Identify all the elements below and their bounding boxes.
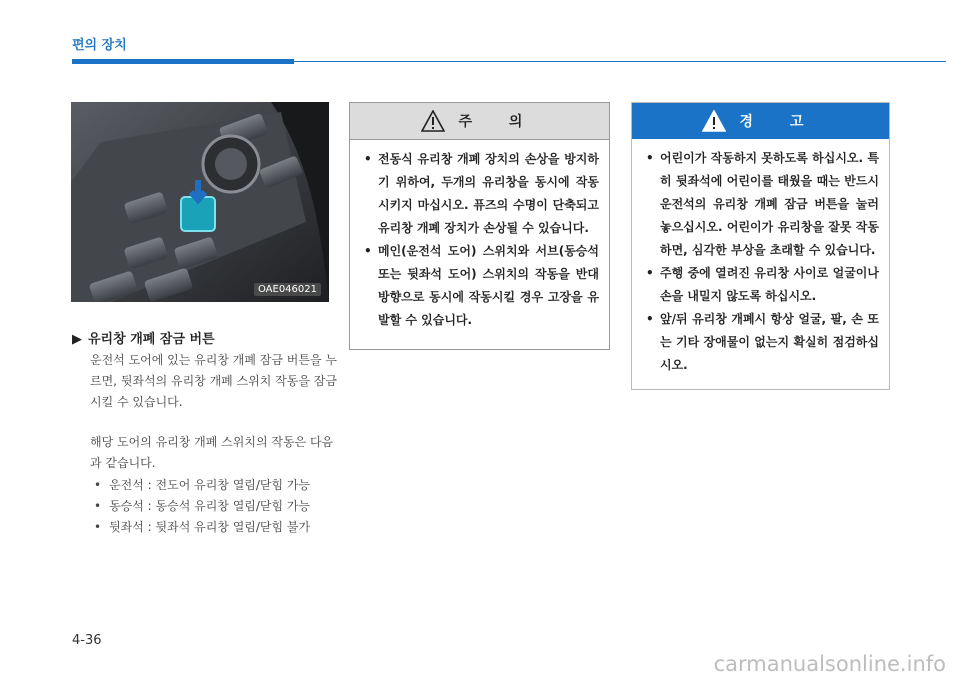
warning-triangle-icon [702, 110, 726, 132]
list-item: • 메인(운전석 도어) 스위치와 서브(동승석 또는 뒷좌석 도어) 스위치의 작동을 반대방향으로 동시에 작동시킬 경우 고장을 유발할 수 있습니다. [364, 240, 599, 332]
list-item: • 전동식 유리창 개폐 장치의 손상을 방지하기 위하여, 두개의 유리창을 동시에 작동시키지 마십시오. 퓨즈의 수명이 단축되고 유리창 개폐 장치가 손상될 수 있습니다. [364, 148, 599, 240]
warning-header [632, 103, 889, 139]
list-item: • 어린이가 작동하지 못하도록 하십시오. 특히 뒷좌석에 어린이를 태웠을 때는 반드시 운전석의 유리창 개폐 잠금 버튼을 눌러 놓으십시오. 어린이가 유리창을 잘못 작동하면, 심각한 부상을 초래할 수 있습니다. [646, 147, 879, 262]
section-title [72, 328, 215, 347]
intro-paragraph: 운전석 도어에 있는 유리창 개폐 잠금 버튼을 누르면, 뒷좌석의 유리창 개폐 스위치 작동을 잠금 시킬 수 있습니다. [90, 353, 337, 409]
list-item: • 운전석 : 전도어 유리창 열림/닫힘 가능 [94, 475, 310, 496]
door-switch-photo [71, 102, 329, 302]
list-item: • 앞/뒤 유리창 개폐시 항상 얼굴, 팔, 손 또는 기타 장애물이 없는지 확실히 점검하십시오. [646, 308, 879, 377]
figure-code-tag: OAE046021 [254, 283, 321, 296]
list-item: • 뒷좌석 : 뒷좌석 유리창 열림/닫힘 불가 [94, 517, 310, 538]
list-item: • 동승석 : 동승석 유리창 열림/닫힘 가능 [94, 496, 310, 517]
caution-header [350, 103, 609, 140]
switch-behavior-list [94, 475, 310, 538]
warning-box [631, 102, 890, 390]
warning-list [632, 139, 889, 377]
warning-triangle-icon [421, 110, 445, 132]
behavior-paragraph: 해당 도어의 유리창 개폐 스위치의 작동은 다음과 같습니다. [90, 435, 334, 470]
door-panel-illustration [71, 102, 329, 302]
warning-title: 경 고 [739, 114, 820, 130]
watermark-text: carmanualsonline.info [713, 652, 946, 676]
header-accent-bar [72, 59, 294, 64]
caution-title: 주 의 [458, 114, 539, 130]
header-divider-line [294, 61, 946, 62]
section-header-title: 편의 장치 [72, 38, 127, 53]
triangle-bullet-icon: ▶ [72, 332, 82, 347]
caution-box [349, 102, 610, 350]
section-title-text: 유리창 개폐 잠금 버튼 [88, 332, 215, 347]
caution-list [350, 140, 609, 332]
page-number: 4-36 [72, 633, 102, 648]
list-item: • 주행 중에 열려진 유리창 사이로 얼굴이나 손을 내밀지 않도록 하십시오. [646, 262, 879, 308]
